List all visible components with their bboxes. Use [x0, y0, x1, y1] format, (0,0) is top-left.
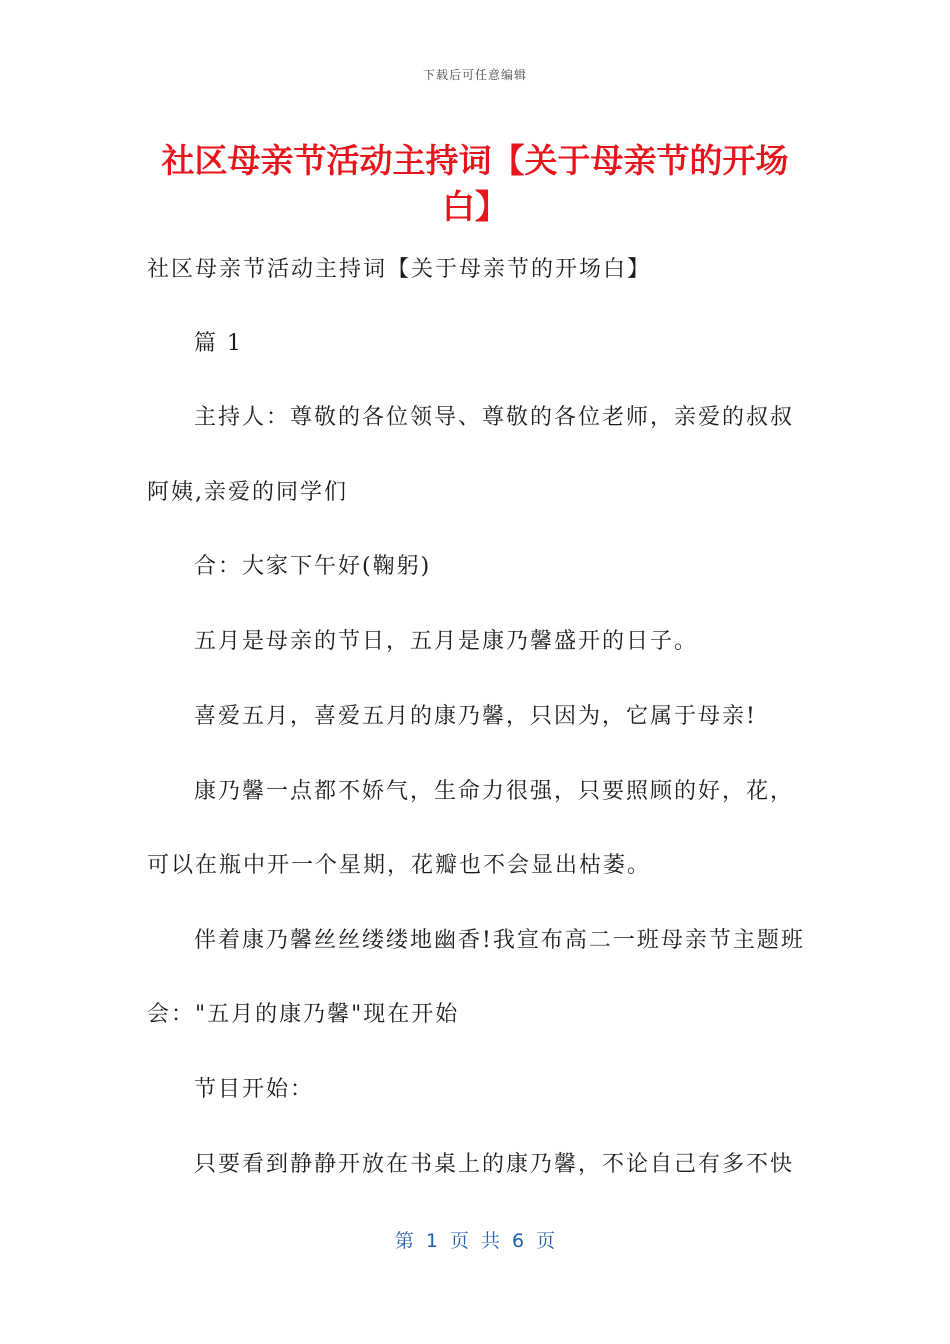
- footer-label-page: 第: [394, 1230, 414, 1252]
- page-footer: [0, 1226, 950, 1253]
- paragraph-line: 喜爱五月，喜爱五月的康乃馨，只因为，它属于母亲!: [194, 704, 757, 729]
- footer-total-pages: 6: [512, 1230, 525, 1252]
- document-title-line-1: 社区母亲节活动主持词【关于母亲节的开场: [161, 141, 789, 180]
- paragraph-line: 五月是母亲的节日，五月是康乃馨盛开的日子。: [194, 629, 699, 654]
- paragraph-line: 节目开始：: [194, 1077, 315, 1102]
- subtitle-line: 社区母亲节活动主持词【关于母亲节的开场白】: [147, 257, 652, 282]
- section-label: 篇 1: [194, 331, 243, 356]
- paragraph-line: 阿姨,亲爱的同学们: [147, 480, 348, 505]
- paragraph-line: 可以在瓶中开一个星期，花瓣也不会显出枯萎。: [147, 853, 652, 878]
- footer-current-page: 1: [425, 1230, 438, 1252]
- document-title: [140, 138, 810, 230]
- document-title-line-2: 白】: [442, 187, 508, 226]
- page-header-note: 下载后可任意编辑: [422, 68, 527, 82]
- paragraph-line: 康乃馨一点都不娇气，生命力很强，只要照顾的好，花，: [194, 779, 795, 804]
- footer-label-total: 页 共: [449, 1230, 501, 1252]
- paragraph-line: 只要看到静静开放在书桌上的康乃馨，不论自己有多不快: [194, 1152, 795, 1177]
- paragraph-line: 会："五月的康乃馨"现在开始: [147, 1002, 460, 1027]
- paragraph-line: 合：大家下午好(鞠躬): [194, 554, 432, 579]
- footer-label-end: 页: [536, 1230, 556, 1252]
- paragraph-line: 伴着康乃馨丝丝缕缕地幽香!我宣布高二一班母亲节主题班: [194, 928, 805, 953]
- paragraph-line: 主持人：尊敬的各位领导、尊敬的各位老师，亲爱的叔叔: [194, 405, 795, 430]
